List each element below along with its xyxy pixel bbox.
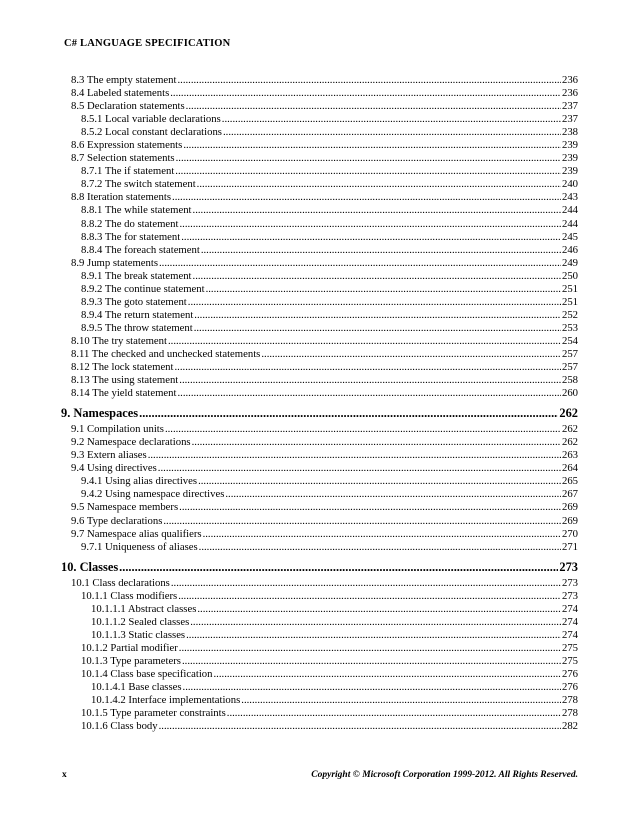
toc-leader-dots: [186, 629, 561, 642]
toc-entry[interactable]: [0, 603, 578, 616]
toc-entry-title: 8.11 The checked and unchecked statements: [71, 347, 261, 360]
toc-leader-dots: [190, 616, 561, 629]
toc-entry-title: 8.13 The using statement: [71, 374, 179, 387]
toc-entry-page: 239: [561, 165, 578, 178]
toc-entry[interactable]: [0, 361, 578, 374]
toc-leader-dots: [175, 165, 561, 178]
toc-entry[interactable]: [0, 655, 578, 668]
toc-leader-dots: [183, 139, 561, 152]
toc-entry[interactable]: [0, 694, 578, 707]
running-header: C# LANGUAGE SPECIFICATION: [64, 38, 231, 49]
toc-entry-page: 243: [561, 191, 578, 204]
toc-entry-title: 8.7.2 The switch statement: [81, 178, 196, 191]
toc-entry[interactable]: [0, 348, 578, 361]
toc-entry[interactable]: [0, 577, 578, 590]
toc-entry-page: 260: [561, 387, 578, 400]
toc-entry-title: 8.5 Declaration statements: [71, 100, 185, 113]
toc-entry-page: 236: [561, 74, 578, 86]
toc-entry[interactable]: [0, 257, 578, 270]
toc-entry-title: 9.1 Compilation units: [71, 423, 164, 436]
toc-entry-page: 282: [561, 720, 578, 733]
toc-entry-title: 10.1.6 Class body: [81, 720, 158, 733]
toc-entry-page: 238: [561, 126, 578, 139]
toc-leader-dots: [158, 462, 561, 475]
toc-entry[interactable]: [0, 74, 578, 87]
toc-leader-dots: [203, 528, 561, 541]
toc-entry-title: 10.1.2 Partial modifier: [81, 641, 178, 654]
toc-leader-dots: [172, 191, 561, 204]
toc-entry-page: 278: [561, 707, 578, 720]
toc-entry[interactable]: [0, 296, 578, 309]
toc-entry-page: 257: [561, 361, 578, 374]
toc-leader-dots: [199, 541, 561, 554]
toc-leader-dots: [188, 296, 561, 309]
toc-entry[interactable]: [0, 218, 578, 231]
toc-entry[interactable]: [0, 642, 578, 655]
toc-entry-page: 251: [561, 282, 578, 295]
toc-leader-dots: [165, 423, 561, 436]
toc-entry[interactable]: [0, 707, 578, 720]
toc-entry[interactable]: [0, 501, 578, 514]
toc-leader-dots: [223, 126, 561, 139]
toc-entry[interactable]: [0, 283, 578, 296]
toc-entry[interactable]: [0, 126, 578, 139]
toc-entry-title: 10. Classes: [61, 559, 119, 574]
toc-leader-dots: [182, 655, 561, 668]
toc-entry[interactable]: [0, 374, 578, 387]
toc-chapter-entry[interactable]: [0, 557, 578, 577]
toc-leader-dots: [119, 557, 558, 577]
toc-entry-title: 9.7.1 Uniqueness of aliases: [81, 540, 198, 553]
page-number: x: [62, 770, 67, 780]
toc-entry-page: 263: [561, 449, 578, 462]
toc-entry-title: 9.4.1 Using alias directives: [81, 475, 198, 488]
toc-entry-title: 8.9 Jump statements: [71, 256, 158, 269]
toc-entry-title: 9.7 Namespace alias qualifiers: [71, 527, 202, 540]
toc-entry-page: 245: [561, 230, 578, 243]
toc-entry[interactable]: [0, 204, 578, 217]
toc-leader-dots: [193, 204, 561, 217]
toc-leader-dots: [163, 515, 561, 528]
toc-entry[interactable]: [0, 113, 578, 126]
toc-entry-title: 8.14 The yield statement: [71, 387, 177, 400]
toc-entry-title: 8.8.4 The foreach statement: [81, 243, 200, 256]
toc-entry[interactable]: [0, 87, 578, 100]
toc-leader-dots: [222, 113, 561, 126]
toc-leader-dots: [193, 270, 561, 283]
toc-entry-page: 269: [561, 514, 578, 527]
toc-entry-page: 249: [561, 256, 578, 269]
toc-leader-dots: [183, 681, 561, 694]
toc-entry[interactable]: [0, 244, 578, 257]
toc-leader-dots: [227, 707, 561, 720]
toc-entry[interactable]: [0, 152, 578, 165]
toc-entry-page: 253: [561, 321, 578, 334]
toc-entry-title: 8.9.3 The goto statement: [81, 295, 187, 308]
toc-entry-title: 9.4 Using directives: [71, 462, 157, 475]
toc-entry-title: 9. Namespaces: [61, 406, 139, 421]
toc-leader-dots: [139, 403, 558, 423]
toc-leader-dots: [194, 309, 561, 322]
toc-entry-page: 267: [561, 488, 578, 501]
toc-entry-page: 271: [561, 540, 578, 553]
toc-entry-page: 269: [561, 501, 578, 514]
toc-entry[interactable]: [0, 309, 578, 322]
toc-entry-title: 8.4 Labeled statements: [71, 87, 170, 100]
toc-entry[interactable]: [0, 449, 578, 462]
toc-entry-title: 8.9.2 The continue statement: [81, 282, 205, 295]
toc-entry-page: 274: [561, 602, 578, 615]
toc-entry[interactable]: [0, 139, 578, 152]
toc-entry-title: 8.3 The empty statement: [71, 74, 177, 86]
toc-entry[interactable]: [0, 270, 578, 283]
toc-entry[interactable]: [0, 231, 578, 244]
toc-leader-dots: [179, 501, 561, 514]
toc-entry-page: 276: [561, 681, 578, 694]
toc-entry[interactable]: [0, 528, 578, 541]
toc-entry-title: 8.5.2 Local constant declarations: [81, 126, 222, 139]
toc-entry[interactable]: [0, 165, 578, 178]
toc-entry[interactable]: [0, 423, 578, 436]
toc-entry-page: 237: [561, 113, 578, 126]
toc-entry-page: 262: [561, 423, 578, 436]
toc-entry-page: 239: [561, 152, 578, 165]
toc-entry-title: 10.1.5 Type parameter constraints: [81, 707, 226, 720]
toc-entry-title: 10.1.1 Class modifiers: [81, 589, 178, 602]
toc-entry-page: 250: [561, 269, 578, 282]
toc-leader-dots: [159, 720, 561, 733]
toc-leader-dots: [194, 322, 561, 335]
toc-entry-page: 251: [561, 295, 578, 308]
toc-leader-dots: [176, 152, 561, 165]
toc-leader-dots: [179, 374, 561, 387]
toc-entry[interactable]: [0, 436, 578, 449]
toc-entry[interactable]: [0, 629, 578, 642]
toc-entry-page: 275: [561, 654, 578, 667]
toc-entry-title: 8.5.1 Local variable declarations: [81, 113, 221, 126]
toc-entry-title: 10.1 Class declarations: [71, 576, 170, 589]
toc-leader-dots: [171, 577, 561, 590]
toc-entry-title: 10.1.4 Class base specification: [81, 667, 213, 680]
toc-entry-page: 275: [561, 641, 578, 654]
toc-entry-title: 8.8.1 The while statement: [81, 204, 192, 217]
toc-entry-page: 257: [561, 347, 578, 360]
toc-entry-page: 265: [561, 475, 578, 488]
toc-entry-title: 8.10 The try statement: [71, 334, 167, 347]
toc-entry[interactable]: [0, 387, 578, 400]
toc-entry[interactable]: [0, 100, 578, 113]
toc-leader-dots: [241, 694, 561, 707]
toc-entry-page: 273: [561, 589, 578, 602]
toc-entry-page: 244: [561, 217, 578, 230]
toc-leader-dots: [181, 231, 561, 244]
toc-entry-page: 270: [561, 527, 578, 540]
toc-entry-title: 10.1.1.3 Static classes: [91, 628, 186, 641]
toc-entry[interactable]: [0, 720, 578, 733]
toc-entry-page: 262: [559, 406, 578, 421]
toc-entry-title: 10.1.3 Type parameters: [81, 654, 181, 667]
toc-entry-title: 10.1.4.1 Base classes: [91, 681, 182, 694]
toc-entry-title: 8.9.4 The return statement: [81, 308, 194, 321]
toc-entry-page: 252: [561, 308, 578, 321]
toc-entry[interactable]: [0, 335, 578, 348]
toc-leader-dots: [197, 603, 561, 616]
toc-entry-title: 8.7.1 The if statement: [81, 165, 175, 178]
toc-entry[interactable]: [0, 515, 578, 528]
toc-entry-title: 10.1.1.1 Abstract classes: [91, 602, 197, 615]
toc-leader-dots: [186, 100, 561, 113]
toc-entry-title: 10.1.4.2 Interface implementations: [91, 694, 241, 707]
toc-entry[interactable]: [0, 178, 578, 191]
toc-entry-page: 276: [561, 667, 578, 680]
toc-leader-dots: [177, 74, 561, 87]
toc-entry[interactable]: [0, 475, 578, 488]
toc-leader-dots: [261, 348, 561, 361]
toc-entry-title: 8.8.2 The do statement: [81, 217, 179, 230]
toc-chapter-entry[interactable]: [0, 403, 578, 423]
toc-entry[interactable]: [0, 681, 578, 694]
toc-entry[interactable]: [0, 488, 578, 501]
toc-entry-page: 240: [561, 178, 578, 191]
toc-entry-title: 8.6 Expression statements: [71, 139, 183, 152]
toc-leader-dots: [197, 178, 561, 191]
toc-leader-dots: [177, 387, 561, 400]
toc-entry-title: 9.2 Namespace declarations: [71, 436, 191, 449]
toc-entry-title: 9.6 Type declarations: [71, 514, 163, 527]
toc-leader-dots: [225, 488, 561, 501]
toc-entry-title: 10.1.1.2 Sealed classes: [91, 615, 190, 628]
toc-entry-title: 8.9.1 The break statement: [81, 269, 192, 282]
toc-entry[interactable]: [0, 191, 578, 204]
toc-entry[interactable]: [0, 462, 578, 475]
toc-entry-title: 9.4.2 Using namespace directives: [81, 488, 225, 501]
toc-entry-title: 8.7 Selection statements: [71, 152, 175, 165]
toc-leader-dots: [214, 668, 561, 681]
toc-entry-page: 274: [561, 615, 578, 628]
toc-leader-dots: [175, 361, 561, 374]
toc-entry[interactable]: [0, 668, 578, 681]
toc-entry-title: 9.3 Extern aliases: [71, 449, 147, 462]
toc-entry-page: 273: [559, 559, 578, 574]
toc-leader-dots: [179, 218, 561, 231]
toc-leader-dots: [201, 244, 561, 257]
toc-leader-dots: [192, 436, 561, 449]
toc-entry[interactable]: [0, 616, 578, 629]
toc-entry[interactable]: [0, 590, 578, 603]
toc-entry-title: 8.12 The lock statement: [71, 361, 174, 374]
toc-entry-page: 278: [561, 694, 578, 707]
toc-leader-dots: [170, 87, 561, 100]
toc-entry-page: 262: [561, 436, 578, 449]
toc-entry-page: 236: [561, 87, 578, 100]
toc-entry-page: 246: [561, 243, 578, 256]
toc-entry-page: 237: [561, 100, 578, 113]
toc-leader-dots: [206, 283, 561, 296]
copyright-notice: Copyright © Microsoft Corporation 1999-2012. All Rights Reserved.: [311, 770, 578, 780]
toc-entry-page: 258: [561, 374, 578, 387]
toc-leader-dots: [178, 590, 561, 603]
toc-entry-page: 273: [561, 576, 578, 589]
toc-leader-dots: [148, 449, 561, 462]
toc-entry-page: 254: [561, 334, 578, 347]
toc-entry-title: 8.9.5 The throw statement: [81, 321, 193, 334]
toc-entry[interactable]: [0, 541, 578, 554]
toc-entry-title: 8.8.3 The for statement: [81, 230, 181, 243]
toc-entry[interactable]: [0, 322, 578, 335]
toc-entry-page: 239: [561, 139, 578, 152]
table-of-contents: [0, 74, 638, 733]
toc-entry-title: 8.8 Iteration statements: [71, 191, 172, 204]
toc-entry-page: 274: [561, 628, 578, 641]
toc-entry-page: 264: [561, 462, 578, 475]
toc-leader-dots: [159, 257, 561, 270]
toc-leader-dots: [168, 335, 561, 348]
toc-entry-title: 9.5 Namespace members: [71, 501, 179, 514]
toc-leader-dots: [179, 642, 561, 655]
toc-leader-dots: [198, 475, 561, 488]
toc-entry-page: 244: [561, 204, 578, 217]
